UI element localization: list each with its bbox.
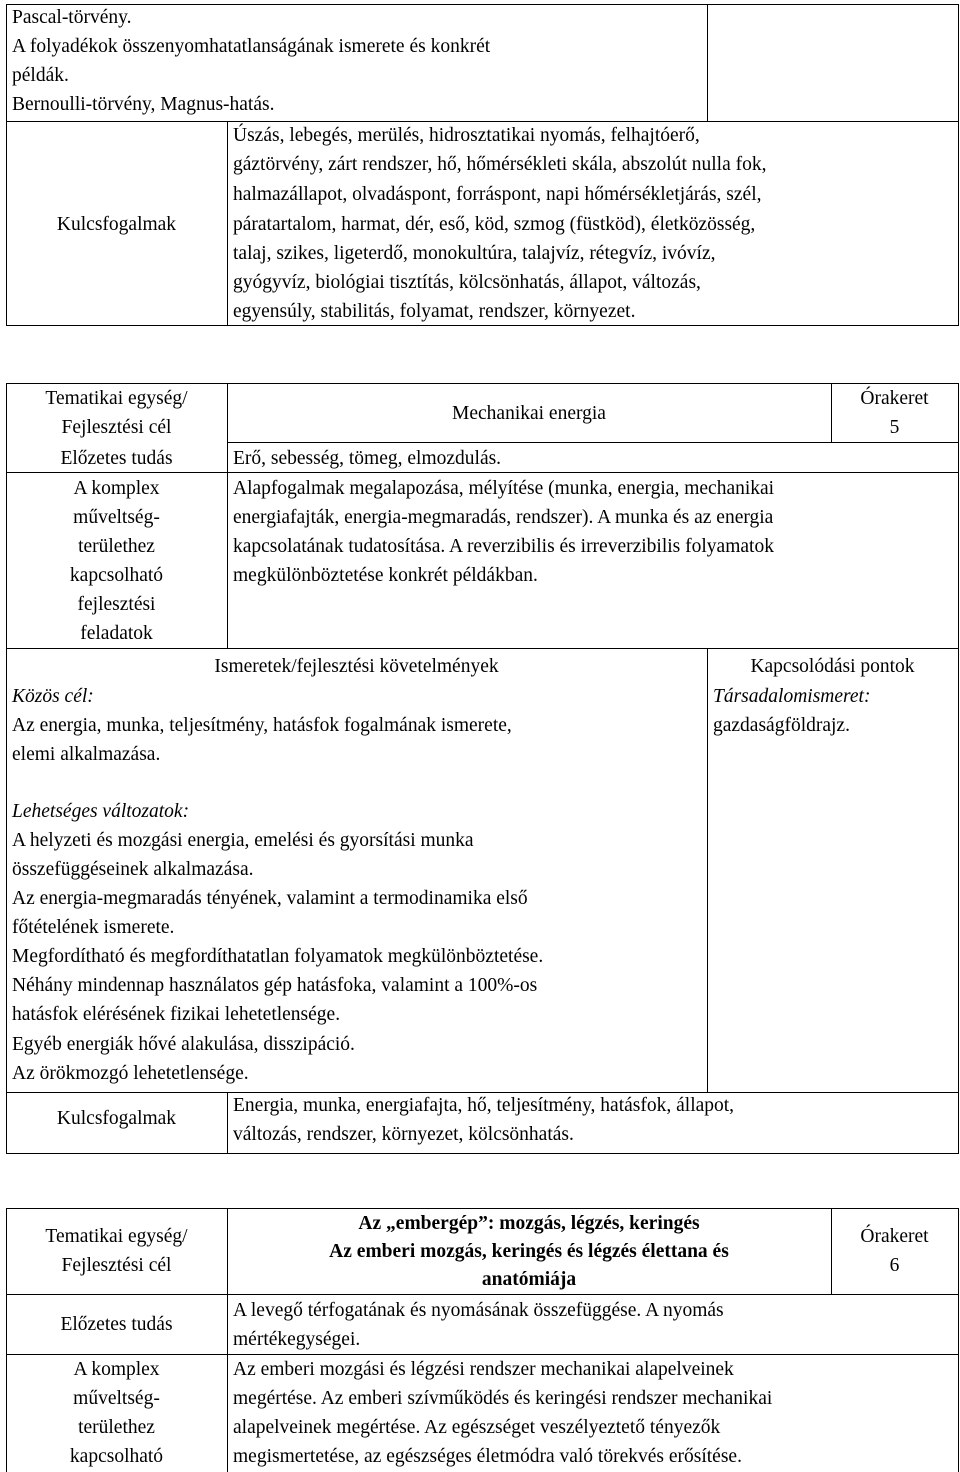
topic-line: példák. xyxy=(12,65,69,86)
variant-line: Néhány mindennap használatos gép hatásfoka, valamint a 100%-os xyxy=(12,975,538,996)
variant-line: Az örökmozgó lehetetlensége. xyxy=(12,1063,249,1084)
hours-value: 5 xyxy=(889,417,900,438)
tasks-label: A komplex xyxy=(73,1359,160,1380)
unit-label: Fejlesztési cél xyxy=(61,1255,172,1276)
unit-label: Tematikai egység/ xyxy=(45,388,188,409)
variant-line: Az energia-megmaradás tényének, valamint a termodinamika első xyxy=(12,888,528,909)
connection-text: gazdaságföldrajz. xyxy=(713,715,850,736)
connections-header: Kapcsolódási pontok xyxy=(750,656,915,677)
topic-line: A folyadékok összenyomhatatlanságának ismerete és konkrét xyxy=(12,36,491,57)
key-concepts-line: halmazállapot, olvadáspont, forráspont, napi hőmérsékletjárás, szél, xyxy=(233,184,762,205)
unit-title-line: anatómiája xyxy=(481,1269,577,1290)
key-concepts-label: Kulcsfogalmak xyxy=(56,1108,177,1129)
requirements-header: Ismeretek/fejlesztési követelmények xyxy=(214,656,499,677)
tasks-line: megismertetése, az egészséges életmódra való törekvés erősítése. xyxy=(233,1446,742,1467)
hours-label: Órakeret xyxy=(860,1226,929,1247)
tasks-label: feladatok xyxy=(80,623,153,644)
prior-knowledge-text: Erő, sebesség, tömeg, elmozdulás. xyxy=(233,448,502,469)
tasks-line: kapcsolatának tudatosítása. A reverzibilis és irreverzibilis folyamatok xyxy=(233,536,774,557)
unit-label: Fejlesztési cél xyxy=(61,417,172,438)
hours-value: 6 xyxy=(889,1255,900,1276)
key-concepts-label: Kulcsfogalmak xyxy=(56,214,177,235)
unit-title: Mechanikai energia xyxy=(452,403,606,424)
prior-knowledge-line: mértékegységei. xyxy=(233,1329,361,1350)
key-concepts-line: egyensúly, stabilitás, folyamat, rendszer, környezet. xyxy=(233,301,636,322)
tasks-label: fejlesztési xyxy=(77,594,156,615)
tasks-label: műveltség- xyxy=(73,1388,160,1409)
key-concepts-line: páratartalom, harmat, dér, eső, köd, szmog (füstköd), életközösség, xyxy=(233,214,756,235)
tasks-label: területhez xyxy=(78,536,155,557)
tasks-line: energiafajták, energia-megmaradás, rendszer). A munka és az energia xyxy=(233,507,774,528)
connection-label: Társadalomismeret: xyxy=(713,686,871,707)
key-concepts-line: Úszás, lebegés, merülés, hidrosztatikai nyomás, felhajtóerő, xyxy=(233,125,700,146)
tasks-label: kapcsolható xyxy=(69,565,164,586)
tasks-line: alapelveinek megértése. Az egészséget veszélyeztető tényezők xyxy=(233,1417,721,1438)
variant-line: hatásfok elérésének fizikai lehetetlensége. xyxy=(12,1004,341,1025)
key-concepts-line: Energia, munka, energiafajta, hő, teljesítmény, hatásfok, állapot, xyxy=(233,1095,735,1116)
tasks-label: kapcsolható xyxy=(69,1446,164,1467)
unit-title-line: Az emberi mozgás, keringés és légzés élettana és xyxy=(329,1241,729,1262)
variant-line: Megfordítható és megfordíthatatlan folyamatok megkülönböztetése. xyxy=(12,946,544,967)
variant-line: Egyéb energiák hővé alakulása, disszipáció. xyxy=(12,1034,355,1055)
tasks-line: Az emberi mozgási és légzési rendszer mechanikai alapelveinek xyxy=(233,1359,734,1380)
tasks-label: területhez xyxy=(78,1417,155,1438)
unit-title-line: Az „embergép”: mozgás, légzés, keringés xyxy=(358,1213,700,1234)
common-goal-line: Az energia, munka, teljesítmény, hatásfok fogalmának ismerete, xyxy=(12,715,512,736)
tasks-line: Alapfogalmak megalapozása, mélyítése (munka, energia, mechanikai xyxy=(233,478,775,499)
key-concepts-line: gáztörvény, zárt rendszer, hő, hőmérsékleti skála, abszolút nulla fok, xyxy=(233,154,767,175)
unit-label: Tematikai egység/ xyxy=(45,1226,188,1247)
key-concepts-line: gyógyvíz, biológiai tisztítás, kölcsönhatás, állapot, változás, xyxy=(233,272,701,293)
tasks-label: műveltség- xyxy=(73,507,160,528)
key-concepts-line: változás, rendszer, környezet, kölcsönhatás. xyxy=(233,1124,574,1145)
topic-line: Bernoulli-törvény, Magnus-hatás. xyxy=(12,94,275,115)
tasks-line: megkülönböztetése konkrét példákban. xyxy=(233,565,538,586)
tasks-label: A komplex xyxy=(73,478,160,499)
variants-label: Lehetséges változatok: xyxy=(12,801,190,822)
variant-line: főtételének ismerete. xyxy=(12,917,175,938)
key-concepts-line: talaj, szikes, ligeterdő, monokultúra, talajvíz, rétegvíz, ivóvíz, xyxy=(233,243,716,264)
hours-label: Órakeret xyxy=(860,388,929,409)
variant-line: összefüggéseinek alkalmazása. xyxy=(12,859,254,880)
prior-knowledge-label: Előzetes tudás xyxy=(60,448,173,469)
variant-line: A helyzeti és mozgási energia, emelési és gyorsítási munka xyxy=(12,830,474,851)
prior-knowledge-line: A levegő térfogatának és nyomásának összefüggése. A nyomás xyxy=(233,1300,724,1321)
common-goal-line: elemi alkalmazása. xyxy=(12,744,161,765)
common-goal-label: Közös cél: xyxy=(12,686,94,707)
prior-knowledge-label: Előzetes tudás xyxy=(60,1314,173,1335)
topic-line: Pascal-törvény. xyxy=(12,7,132,28)
tasks-line: megértése. Az emberi szívműködés és keringési rendszer mechanikai xyxy=(233,1388,773,1409)
